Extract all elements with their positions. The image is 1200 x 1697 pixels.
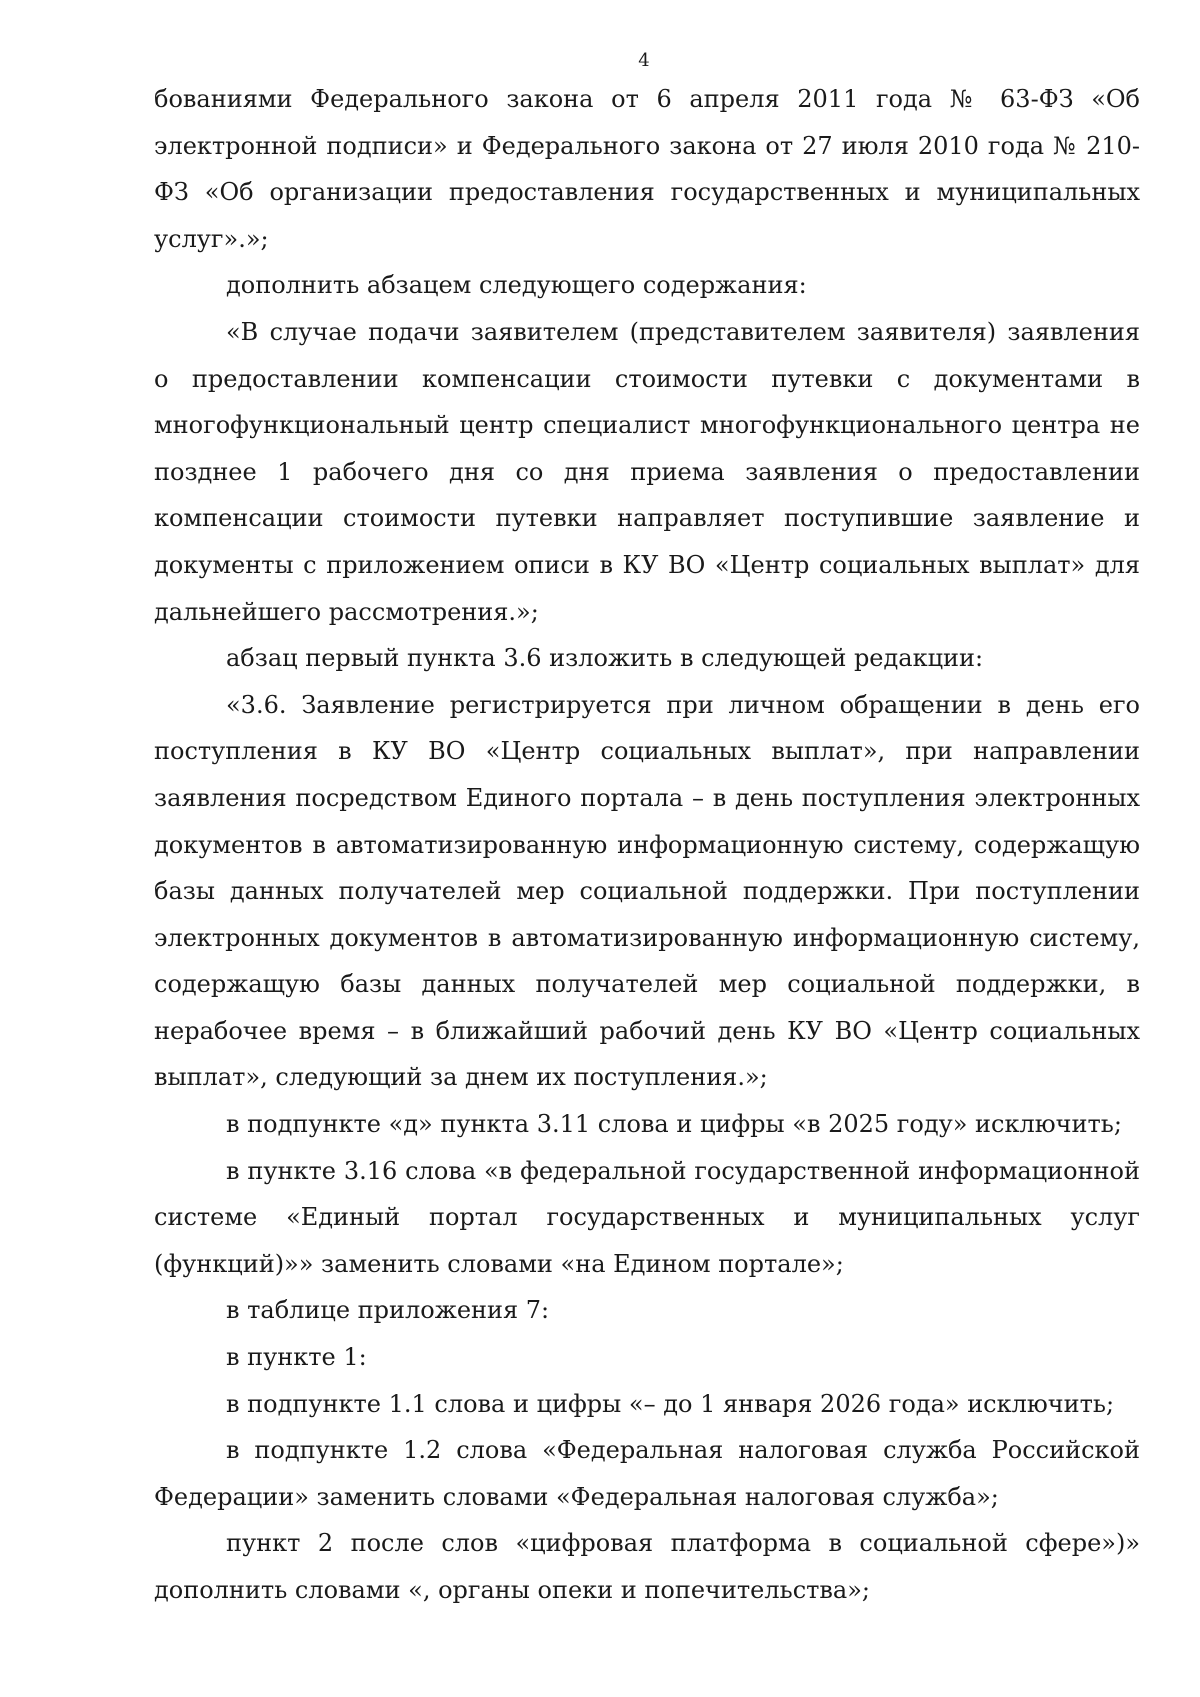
document-body [154, 76, 1140, 1614]
paragraph-10: в подпункте 1.1 слова и цифры «– до 1 января 2026 года» исключить; [226, 1389, 1115, 1418]
paragraph-2: дополнить абзацем следующего содержания: [226, 271, 807, 300]
paragraph-4: абзац первый пункта 3.6 изложить в следующей редакции: [226, 644, 984, 673]
paragraph-6: в подпункте «д» пункта 3.11 слова и цифры «в 2025 году» исключить; [226, 1110, 1122, 1139]
paragraph-7: в пункте 3.16 слова «в федеральной государственной информационной системе «Единый портал государственных и муниципальных услуг (функций)»» заменить словами «на Едином портале»; [154, 1156, 1140, 1278]
paragraph-9: в пункте 1: [226, 1343, 367, 1372]
paragraph-5: «3.6. Заявление регистрируется при личном обращении в день его поступления в КУ ВО «Центр социальных выплат», при направлении заявления посредством Единого портала – в день поступления электронных документов в автоматизированную информационную систему, содержащую базы данных получателей мер социальной поддержки. При поступлении электронных документов в автоматизированную информационную систему, содержащую базы данных получателей мер социальной поддержки, в нерабочее время – в ближайший рабочий день КУ ВО «Центр социальных выплат», следующий за днем их поступления.»; [154, 690, 1140, 1092]
paragraph-1: бованиями Федерального закона от 6 апреля 2011 года № 63-ФЗ «Об электронной подписи» и Федерального закона от 27 июля 2010 года № 210-ФЗ «Об организации предоставления государственных и муниципальных услуг».»; [154, 85, 1140, 253]
paragraph-11: в подпункте 1.2 слова «Федеральная налоговая служба Российской Федерации» заменить словами «Федеральная налоговая служба»; [154, 1436, 1140, 1511]
paragraph-8: в таблице приложения 7: [226, 1296, 550, 1325]
paragraph-3: «В случае подачи заявителем (представителем заявителя) заявления о предоставлении компенсации стоимости путевки с документами в многофункциональный центр специалист многофункционального центра не позднее 1 рабочего дня со дня приема заявления о предоставлении компенсации стоимости путевки направляет поступившие заявление и документы с приложением описи в КУ ВО «Центр социальных выплат» для дальнейшего рассмотрения.»; [154, 317, 1140, 626]
page-number: 4 [638, 50, 650, 71]
paragraph-12: пункт 2 после слов «цифровая платформа в социальной сфере»)» дополнить словами «, органы опеки и попечительства»; [154, 1529, 1140, 1604]
